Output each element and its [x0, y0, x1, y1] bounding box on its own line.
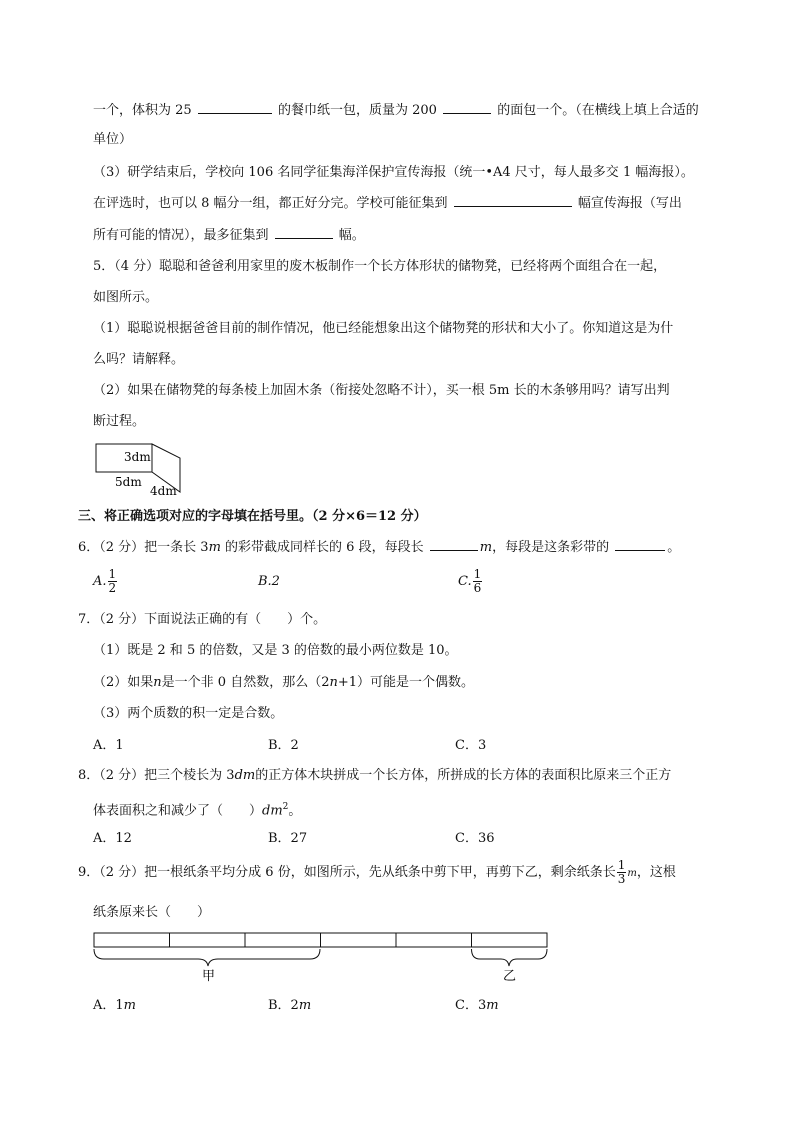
- q7-option-b[interactable]: B．2: [268, 738, 299, 753]
- fraction-numerator: 1: [617, 858, 626, 872]
- fraction-numerator: 1: [108, 567, 117, 581]
- q6-text: 。: [667, 540, 681, 555]
- label-4dm: 4dm: [150, 484, 177, 498]
- option-unit: m: [298, 998, 312, 1013]
- paper-strip-figure: [88, 928, 558, 988]
- q8-text: 的正方体木块拼成一个长方体，所拼成的长方体的表面积比原来三个正方: [255, 768, 672, 783]
- q4-text: 一个，体积为 25: [93, 103, 192, 118]
- q6-option-c[interactable]: [458, 567, 483, 597]
- q9-option-b[interactable]: [268, 997, 311, 1015]
- answer-blank[interactable]: [275, 226, 333, 239]
- q6-option-a[interactable]: [93, 567, 118, 597]
- q4-text: 在评选时，也可以 8 幅分一组，都正好分完。学校可能征集到: [93, 196, 448, 211]
- q8-stem-line1: [78, 767, 671, 785]
- q7-option-a[interactable]: A．1: [93, 738, 124, 753]
- variable-n: n: [153, 675, 162, 690]
- q8-exponent: 2: [282, 802, 289, 812]
- answer-blank[interactable]: [198, 101, 272, 114]
- section-3-heading: 三、将正确选项对应的字母填在括号里。（2 分×6＝12 分）: [78, 509, 427, 524]
- q9-option-a[interactable]: [93, 997, 136, 1015]
- q9-stem-line1: [78, 858, 676, 889]
- q4-line1: [93, 101, 699, 120]
- fraction-denominator: 2: [108, 581, 117, 595]
- q4-part3-line3: [93, 226, 365, 245]
- q6-text: ，每段是这条彩带的: [492, 540, 610, 555]
- q7-text: 是一个非 0 自然数，那么（2: [161, 675, 330, 690]
- fraction: [108, 568, 118, 595]
- option-text: A．1: [93, 998, 124, 1013]
- q4-text: 的面包一个。（在横线上填上合适的: [497, 103, 699, 118]
- storage-stool-figure: [88, 440, 198, 500]
- q9-text: ，这根: [636, 865, 676, 880]
- answer-blank[interactable]: [615, 538, 665, 551]
- fraction-numerator: 1: [473, 567, 482, 581]
- q6-text: 的彩带截成同样长的 6 段，每段长: [225, 540, 424, 555]
- q5-part2-line2: 断过程。: [93, 414, 146, 429]
- q7-statement-3: （3）两个质数的积一定是合数。: [93, 706, 284, 721]
- q7-stem: 7．（2 分）下面说法正确的有（ ）个。: [78, 612, 327, 627]
- q8-text: 。: [288, 803, 302, 819]
- brace-yi: [472, 949, 548, 966]
- label-yi: 乙: [503, 969, 517, 984]
- option-letter: A.: [93, 574, 107, 589]
- q9-option-c[interactable]: [455, 997, 499, 1015]
- q5-stem-line2: 如图所示。: [93, 290, 159, 305]
- q6-text: 6．（2 分）把一条长 3: [78, 540, 209, 555]
- label-5dm: 5dm: [115, 475, 142, 489]
- q7-text: +1）可能是一个偶数。: [337, 675, 475, 690]
- option-unit: m: [486, 998, 499, 1013]
- fraction: [473, 568, 483, 595]
- q8-unit: dm: [262, 803, 283, 819]
- option-text: C．3: [455, 998, 487, 1013]
- fraction-denominator: 6: [473, 581, 482, 595]
- fraction: [617, 859, 627, 886]
- q8-unit: dm: [234, 768, 256, 783]
- q7-option-c[interactable]: C．3: [455, 738, 487, 753]
- q6-option-b[interactable]: B.2: [258, 574, 280, 589]
- q4-text: 幅宣传海报（写出: [577, 196, 682, 211]
- option-text: B．2: [268, 998, 299, 1013]
- q8-text: 体表面积之和减少了（ ）: [93, 803, 263, 819]
- q4-text: 所有可能的情况），最多征集到: [93, 228, 269, 243]
- q6-unit: m: [208, 540, 221, 555]
- q8-stem-line2: [93, 798, 301, 820]
- q4-part3-line2: [93, 194, 682, 213]
- q7-statement-1: （1）既是 2 和 5 的倍数，又是 3 的倍数的最小两位数是 10。: [93, 643, 458, 658]
- answer-blank[interactable]: [443, 101, 491, 114]
- fraction-denominator: 3: [617, 872, 626, 886]
- q9-stem-line2: 纸条原来长（ ）: [93, 905, 211, 920]
- q8-option-a[interactable]: A．12: [93, 831, 132, 846]
- option-letter: C.: [458, 574, 472, 589]
- variable-n: n: [329, 675, 338, 690]
- q8-option-c[interactable]: C．36: [455, 831, 495, 846]
- q7-statement-2: [93, 674, 474, 692]
- answer-blank[interactable]: [430, 538, 478, 551]
- q9-text: 9．（2 分）把一根纸条平均分成 6 份，如图所示，先从纸条中剪下甲，再剪下乙，剩余纸条长: [78, 865, 616, 880]
- q5-part2-line1: （2）如果在储物凳的每条棱上加固木条（衔接处忽略不计），买一根 5m 长的木条够用吗？请写出判: [93, 383, 670, 398]
- label-jia: 甲: [202, 969, 216, 984]
- q4-line2: 单位）: [93, 132, 133, 147]
- answer-blank[interactable]: [454, 194, 572, 207]
- q4-text: 的餐巾纸一包，质量为 200: [277, 103, 437, 118]
- label-3dm: 3dm: [124, 450, 151, 464]
- option-unit: m: [123, 998, 136, 1013]
- q5-part1-line1: （1）聪聪说根据爸爸目前的制作情况，他已经能想象出这个储物凳的形状和大小了。你知道这是为什: [93, 321, 674, 336]
- q6-stem: [78, 538, 680, 557]
- q8-text: 8．（2 分）把三个棱长为 3: [78, 768, 235, 783]
- q4-text: 幅。: [338, 228, 365, 243]
- q8-option-b[interactable]: B．27: [268, 831, 308, 846]
- q9-unit: m: [627, 868, 637, 879]
- q5-stem-line1: 5．（4 分）聪聪和爸爸利用家里的废木板制作一个长方体形状的储物凳，已经将两个面组合在一起，: [93, 259, 667, 274]
- q7-text: （2）如果: [93, 675, 154, 690]
- q6-unit: m: [479, 540, 493, 555]
- q4-part3-line1: （3）研学结束后，学校向 106 名同学征集海洋保护宣传海报（统一•A4 尺寸，每人最多交 1 幅海报）。: [93, 165, 694, 180]
- brace-jia: [94, 949, 320, 966]
- q5-part1-line2: 么吗？请解释。: [93, 352, 185, 367]
